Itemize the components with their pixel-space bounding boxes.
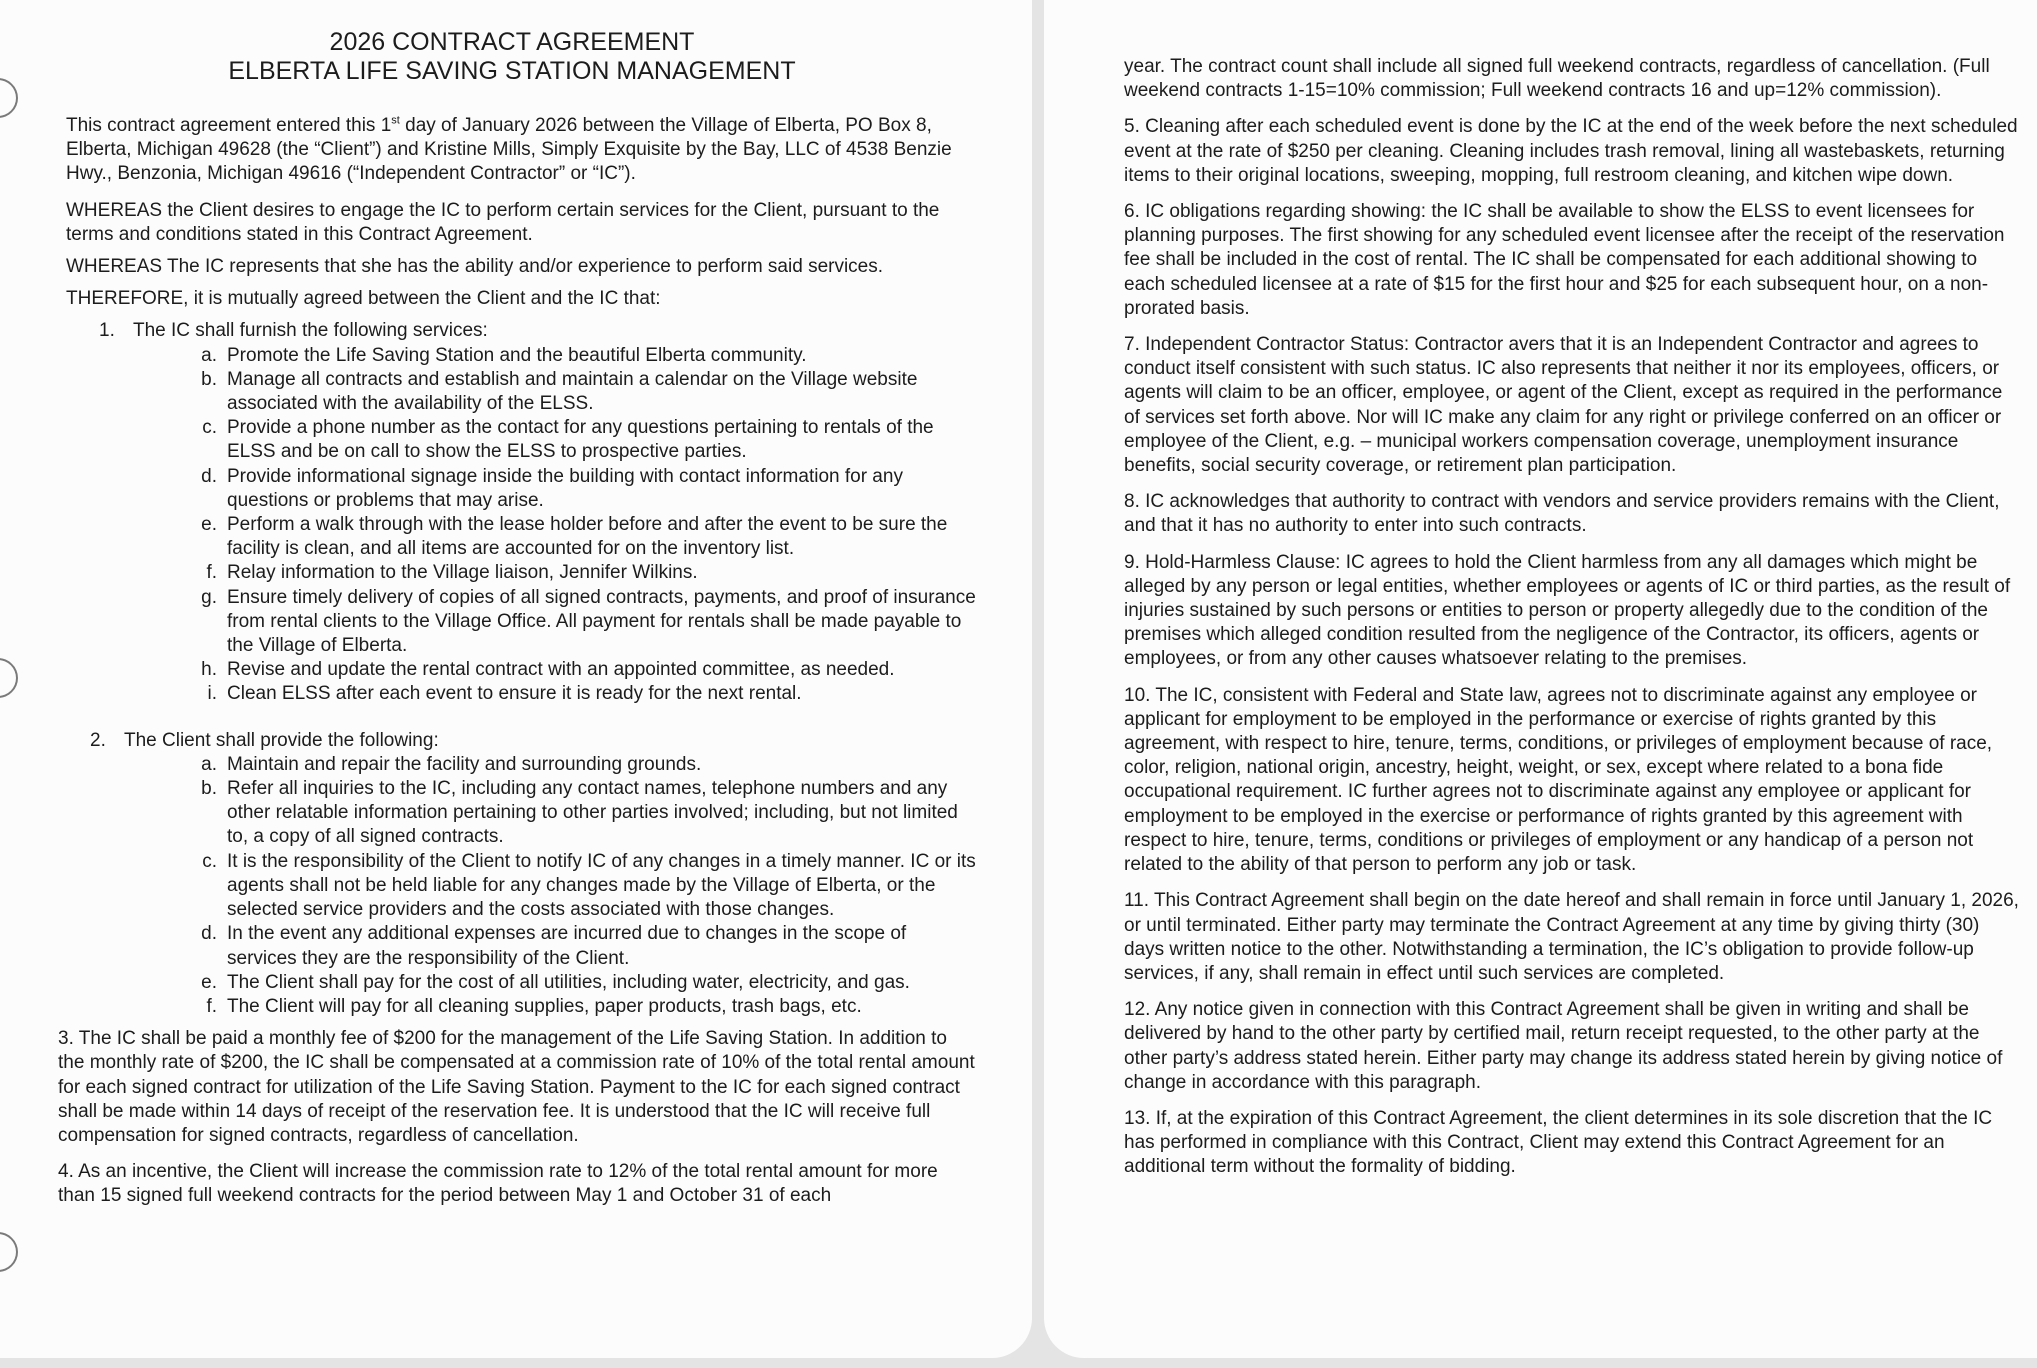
intro-text-start: This contract agreement entered this 1 <box>66 115 392 136</box>
item-letter: b. <box>201 368 217 390</box>
item-text: Maintain and repair the facility and surrounding grounds. <box>227 753 702 775</box>
item-text: Revise and update the rental contract with an appointed committee, as needed. <box>227 659 895 681</box>
item-letter: h. <box>201 659 217 681</box>
paragraph-10: 10. The IC, consistent with Federal and State law, agrees not to discriminate against any employee or applicant for employment to be employed in the performance or exercise of rights granted by this agreement, with respect to hire, tenure, terms, conditions, or privileges of employment because of race, color, religion, national origin, ancestry, height, weight, or sex, except where related to a bona fide occupational requirement. IC further agrees not to discriminate against any employee or applicant for employment to be employed in the exercise or performance of rights granted by this agreement with respect to hire, tenure, terms, conditions or privileges of employment or any handicap of a person not related to the ability of that person to perform any job or task. <box>1124 684 1993 876</box>
paragraph-7: 7. Independent Contractor Status: Contractor avers that it is an Independent Contractor and agrees to conduct itself consistent with such status. IC also represents that neither it nor its employees, officers, or agents will claim to be an officer, employee, or agent of the Client, except as required in the performance of services set forth above. Nor will IC make any claim for any right or privilege conferred on an officer or employee of the Client, e.g. – municipal workers compensation coverage, unemployment insurance benefits, social security coverage, or retirement plan participation. <box>1124 334 2003 477</box>
title-line-1: 2026 CONTRACT AGREEMENT <box>329 28 695 56</box>
item-letter: e. <box>201 971 217 993</box>
therefore-paragraph: THEREFORE, it is mutually agreed between the Client and the IC that: <box>66 288 661 310</box>
item-letter: f. <box>206 995 217 1017</box>
paragraph-12: 12. Any notice given in connection with this Contract Agreement shall be given in writing and shall be delivered by hand to the other party by certified mail, return receipt requested, to the other party at the other party’s address stated herein. Either party may change its address stated herein by giving notice of change in accordance with this paragraph. <box>1124 999 2003 1093</box>
paragraph-5: 5. Cleaning after each scheduled event is done by the IC at the end of the week before the next scheduled event at the rate of $250 per cleaning. Cleaning includes trash removal, lining all wastebaskets, returning items to their original locations, sweeping, mopping, full restroom cleaning, and kitchen wipe down. <box>1124 116 2018 186</box>
list-item <box>191 561 978 585</box>
item-text: It is the responsibility of the Client to notify IC of any changes in a timely manner. IC or its agents shall not be held liable for any changes made by the Village of Elberta, or the selected service providers and the costs associated with those changes. <box>227 850 976 921</box>
item-text: Clean ELSS after each event to ensure it is ready for the next rental. <box>227 683 802 705</box>
list-item <box>191 465 978 513</box>
list-item <box>191 850 978 923</box>
section-2-title: The Client shall provide the following: <box>124 729 439 751</box>
item-text: In the event any additional expenses are incurred due to changes in the scope of services they are the responsibility of the Client. <box>227 923 907 969</box>
paragraph-13: 13. If, at the expiration of this Contract Agreement, the client determines in its sole discretion that the IC has performed in compliance with this Contract, Client may extend this Contract Agreement for an additional term without the formality of bidding. <box>1124 1107 1993 1178</box>
list-item <box>191 344 978 368</box>
section-1-heading <box>99 319 978 343</box>
list-item <box>191 971 978 995</box>
item-text: Ensure timely delivery of copies of all signed contracts, payments, and proof of insurance from rental clients to the Village Office. All payment for rentals shall be made payable to the Village of Elberta. <box>227 586 976 657</box>
paragraph-8: 8. IC acknowledges that authority to contract with vendors and service providers remains with the Client, and that it has no authority to enter into such contracts. <box>1124 491 2000 537</box>
item-letter: c. <box>202 417 217 439</box>
item-letter: d. <box>201 923 217 945</box>
section-2-list <box>66 753 978 1019</box>
item-letter: f. <box>206 562 217 584</box>
item-text: The Client will pay for all cleaning supplies, paper products, trash bags, etc. <box>227 995 862 1017</box>
list-item <box>191 682 978 706</box>
paragraph-11: 11. This Contract Agreement shall begin on the date hereof and shall remain in force until January 1, 2026, or until terminated. Either party may terminate the Contract Agreement at any time by giving thirty (30) days written notice to the other. Notwithstanding a termination, the IC’s obligation to provide follow-up services, if any, shall remain in effect until such services are completed. <box>1124 890 2019 984</box>
item-letter: c. <box>202 850 217 872</box>
section-1-number: 1. <box>99 320 115 342</box>
item-text: Relay information to the Village liaison, Jennifer Wilkins. <box>227 562 698 584</box>
paragraph-3: 3. The IC shall be paid a monthly fee of $200 for the management of the Life Saving Station. In addition to the monthly rate of $200, the IC shall be compensated at a commission rate of 10% of the total rental amount for each signed contract for utilization of the Life Saving Station. Payment to the IC for each signed contract shall be made within 14 days of receipt of the reservation fee. It is understood that the IC will receive full compensation for signed contracts, regardless of cancellation. <box>58 1028 975 1146</box>
whereas-paragraph-1: WHEREAS the Client desires to engage the IC to perform certain services for the Client, pursuant to the terms and conditions stated in this Contract Agreement. <box>66 199 940 245</box>
item-letter: i. <box>207 683 217 705</box>
section-2-heading <box>90 729 978 753</box>
item-letter: d. <box>201 465 217 487</box>
item-text: Promote the Life Saving Station and the beautiful Elberta community. <box>227 344 807 366</box>
document-title <box>66 28 978 86</box>
item-letter: a. <box>201 344 217 366</box>
item-text: The Client shall pay for the cost of all utilities, including water, electricity, and gas. <box>227 971 910 993</box>
item-text: Perform a walk through with the lease holder before and after the event to be sure the facility is clean, and all items are accounted for on the inventory list. <box>227 514 948 560</box>
item-text: Refer all inquiries to the IC, including any contact names, telephone numbers and any other relatable information pertaining to other parties involved; including, but not limited to, a copy of all signed contracts. <box>227 778 958 848</box>
list-item <box>191 922 978 970</box>
item-text: Manage all contracts and establish and maintain a calendar on the Village website associated with the availability of the ELSS. <box>227 368 918 415</box>
title-line-2: ELBERTA LIFE SAVING STATION MANAGEMENT <box>228 57 796 85</box>
item-letter: g. <box>201 586 217 608</box>
paragraph-4: 4. As an incentive, the Client will increase the commission rate to 12% of the total rental amount for more than 15 signed full weekend contracts for the period between May 1 and October 31 of each <box>58 1161 938 1207</box>
intro-ordinal-suffix: st <box>391 114 400 127</box>
intro-text-end: day of January 2026 between the Village of Elberta, PO Box 8, Elberta, Michigan 49628 (the “Client”) and Kristine Mills, Simply Exquisite by the Bay, LLC of 4538 Benzie Hwy., Benzonia, Michigan 49616 (“Independent Contractor” or “IC”). <box>66 115 952 185</box>
list-item <box>191 513 978 561</box>
paragraph-6: 6. IC obligations regarding showing: the IC shall be available to show the ELSS to event licensees for planning purposes. The first showing for any scheduled event licensee after the receipt of the reservation fee shall be included in the cost of rental. The IC shall be compensated for each additional showing to each scheduled licensee at a rate of $15 for the first hour and $25 for each subsequent hour, on a non-prorated basis. <box>1124 201 2005 319</box>
section-2-number: 2. <box>90 729 106 751</box>
list-item <box>191 586 978 659</box>
whereas-paragraph-2: WHEREAS The IC represents that she has the ability and/or experience to perform said services. <box>66 256 884 278</box>
list-item <box>191 777 978 850</box>
item-letter: a. <box>201 753 217 775</box>
item-text: Provide informational signage inside the building with contact information for any questions or problems that may arise. <box>227 465 903 511</box>
list-item <box>191 368 978 416</box>
list-item <box>191 658 978 682</box>
paragraph-9: 9. Hold-Harmless Clause: IC agrees to hold the Client harmless from any all damages which might be alleged by any person or legal entities, whether employees or agents of IC or third parties, as the result of injuries sustained by such persons or entities to person or property allegedly due to the condition of the premises which alleged condition resulted from the negligence of the Contractor, its officers, agents or employees, or from any other causes whatsoever relating to the premises. <box>1124 551 2011 670</box>
right-page <box>1044 0 2037 1358</box>
section-1-title: The IC shall furnish the following services: <box>133 320 488 342</box>
intro-paragraph <box>66 114 978 187</box>
paragraph-4-continued: year. The contract count shall include all signed full weekend contracts, regardless of cancellation. (Full weekend contracts 1-15=10% commission; Full weekend contracts 16 and up=12% commission). <box>1124 56 1990 102</box>
item-letter: e. <box>201 514 217 536</box>
item-letter: b. <box>201 778 217 800</box>
list-item <box>191 416 978 464</box>
list-item <box>191 995 978 1019</box>
item-text: Provide a phone number as the contact for any questions pertaining to rentals of the ELSS and be on call to show the ELSS to prospective parties. <box>227 417 934 463</box>
section-1-list <box>66 344 978 707</box>
list-item <box>191 753 978 777</box>
